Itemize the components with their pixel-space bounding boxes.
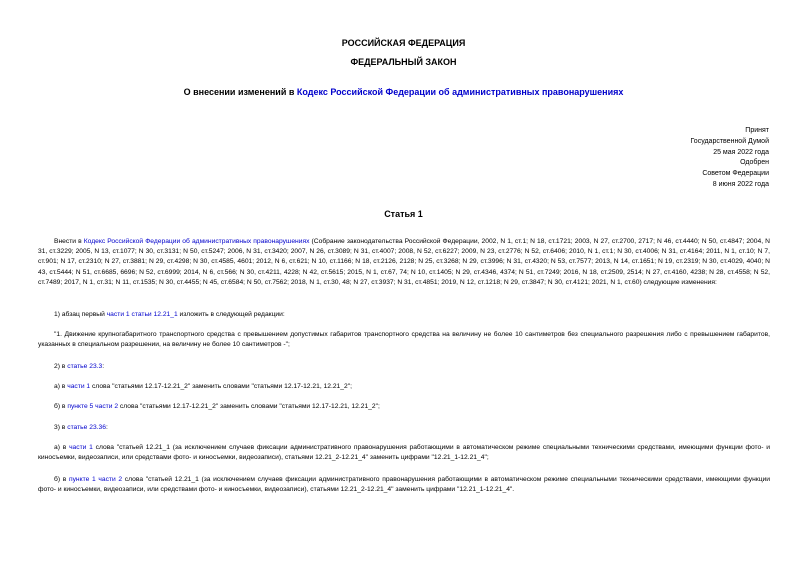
item-2a-prefix: а) в — [54, 383, 68, 390]
item-2 — [38, 362, 770, 372]
item-2b-rest: слова "статьями 12.17-12.21_2" заменить словами "статьями 12.17-12.21, 12.21_2"; — [118, 403, 380, 410]
adoption-block — [569, 126, 769, 191]
adoption-line: Принят — [745, 127, 769, 134]
item-2-rest: : — [102, 363, 105, 370]
item-2-prefix: 2) в — [54, 363, 68, 370]
adoption-line: Одобрен — [740, 159, 769, 167]
law-title-prefix: О внесении изменений в — [183, 87, 297, 97]
item-1-rest: изложить в следующей редакции: — [177, 311, 285, 318]
item-1 — [38, 310, 770, 320]
item-3-prefix: 3) в — [54, 424, 68, 431]
law-title — [0, 87, 807, 98]
item-3-link[interactable]: статье 23.36 — [67, 424, 106, 431]
adoption-line: 25 мая 2022 года — [713, 148, 769, 156]
law-type-heading: ФЕДЕРАЛЬНЫЙ ЗАКОН — [350, 57, 457, 67]
item-3 — [38, 423, 770, 433]
item-1-prefix: 1) абзац первый — [54, 311, 107, 318]
item-2b-link[interactable]: пункте 5 части 2 — [67, 403, 119, 410]
item-2b-prefix: б) в — [54, 403, 68, 410]
intro-rest: (Собрание законодательства Российской Федерации, 2002, N 1, ст.1; N 18, ст.1721; 2003, N 27, ст.2700, 2717; N 46, ст.4440; N 50, ст.4847; 2004, N 31, ст.3229; 2005, N 13, ст.1077; N 30, ст.3131; N 50, ст.5247; 2006, N 31, ст.3420; 2007, N 26, ст.3089; N 31, ст.4007; 2008, N 52, ст.6227; 2009, N 23, ст.2776; N 52, ст.6406; 2010, N 1, ст.1; N 30, ст.4006; N 31, ст.4164; 2011, N 1, ст.10; N 7, ст.901; N 17, ст.2310; N 27, ст.3881; N 29, ст.4298; N 30, ст.4585, 4601; 2012, N 6, ст.621; N 10, ст.1166; N 18, ст.2126, 2128; N 25, ст.3268; N 29, ст.3996; N 31, ст.4320; N 53, ст.7577; 2013, N 14, ст.1651; N 19, ст.2319; N 30, ст.4029, 4040; N 43, ст.5444; N 51, ст.6685, 6696; N 52, ст.6999; 2014, N 6, ст.566; N 30, ст.4211, 4228; N 42, ст.5615; 2015, N 1, ст.67, 74; N 10, ст.1405; N 29, ст.4346, 4374; N 51, ст.7249; 2016, N 18, ст.2509, 2514; N 27, ст.4160, 4238; N 28, ст.4558; N 52, ст.7489; 2017, N 1, ст.31; N 11, ст.1535; N 30, ст.4455; N 45, ст.6584; N 50, ст.7562; 2018, N 1, ст.30, 48; N 27, ст.3937; N 31, ст.4851; 2019, N 12, ст.1218; N 29, ст.3847; N 30, ст.4121; 2021, N 1, ст.60) следующие изменения: — [38, 238, 770, 286]
item-2-link[interactable]: статье 23.3 — [67, 363, 103, 370]
intro-prefix: Внести в — [54, 238, 84, 245]
item-2b — [38, 402, 770, 412]
item-3-rest: : — [105, 424, 108, 431]
adoption-line: Государственной Думой — [690, 137, 769, 145]
law-title-link[interactable]: Кодекс Российской Федерации об административных правонарушениях — [296, 87, 624, 97]
item-3a-rest: слова "статьей 12.21_1 (за исключением случаев фиксации административного правонарушения работающими в автоматическом режиме специальными техническими средствами, имеющими функции фото- и киносъемки, видеозаписи, или средствами фото- и киносъемки, видеозаписи), статьями 12.21_2-12.21_4" заменить цифрами "12.21_1-12.21_4"; — [38, 444, 770, 462]
item-1-quote: "1. Движение крупногабаритного транспортного средства с превышением допустимых габаритов транспортного средства на величину не более 10 сантиметров без специального разрешения либо с превышением габаритов, указанных в специальном разрешении, на величину не более 10 сантиметров -"; — [38, 331, 770, 349]
article-intro — [38, 237, 770, 288]
adoption-line: Советом Федерации — [702, 170, 769, 178]
item-2a — [38, 382, 770, 392]
country-heading: РОССИЙСКАЯ ФЕДЕРАЦИЯ — [341, 38, 466, 48]
item-3b — [38, 475, 770, 495]
article-heading: Статья 1 — [384, 209, 423, 219]
item-3a-link[interactable]: части 1 — [69, 444, 93, 451]
item-2a-rest: слова "статьями 12.17-12.21_2" заменить словами "статьями 12.17-12.21, 12.21_2"; — [90, 383, 352, 390]
item-3b-prefix: б) в — [54, 476, 69, 483]
item-3a-prefix: а) в — [54, 444, 70, 451]
item-3b-link[interactable]: пункте 1 части 2 — [68, 476, 123, 483]
adoption-line: 8 июня 2022 года — [712, 180, 769, 188]
item-3b-rest: слова "статьей 12.21_1 (за исключением случаев фиксации административного правонарушения работающими в автоматическом режиме специальными техническими средствами, имеющими функции фото- и киносъемки, видеозаписи, или средствами фото- и киносъемки, видеозаписи), статьями 12.21_2-12.21_4" заменить цифрами "12.21_1-12.21_4". — [38, 476, 770, 494]
item-3a — [38, 443, 770, 463]
item-1-link[interactable]: части 1 статьи 12.21_1 — [106, 311, 178, 318]
item-2a-link[interactable]: части 1 — [67, 383, 91, 390]
intro-code-link[interactable]: Кодекс Российской Федерации об административных правонарушениях — [83, 238, 310, 245]
